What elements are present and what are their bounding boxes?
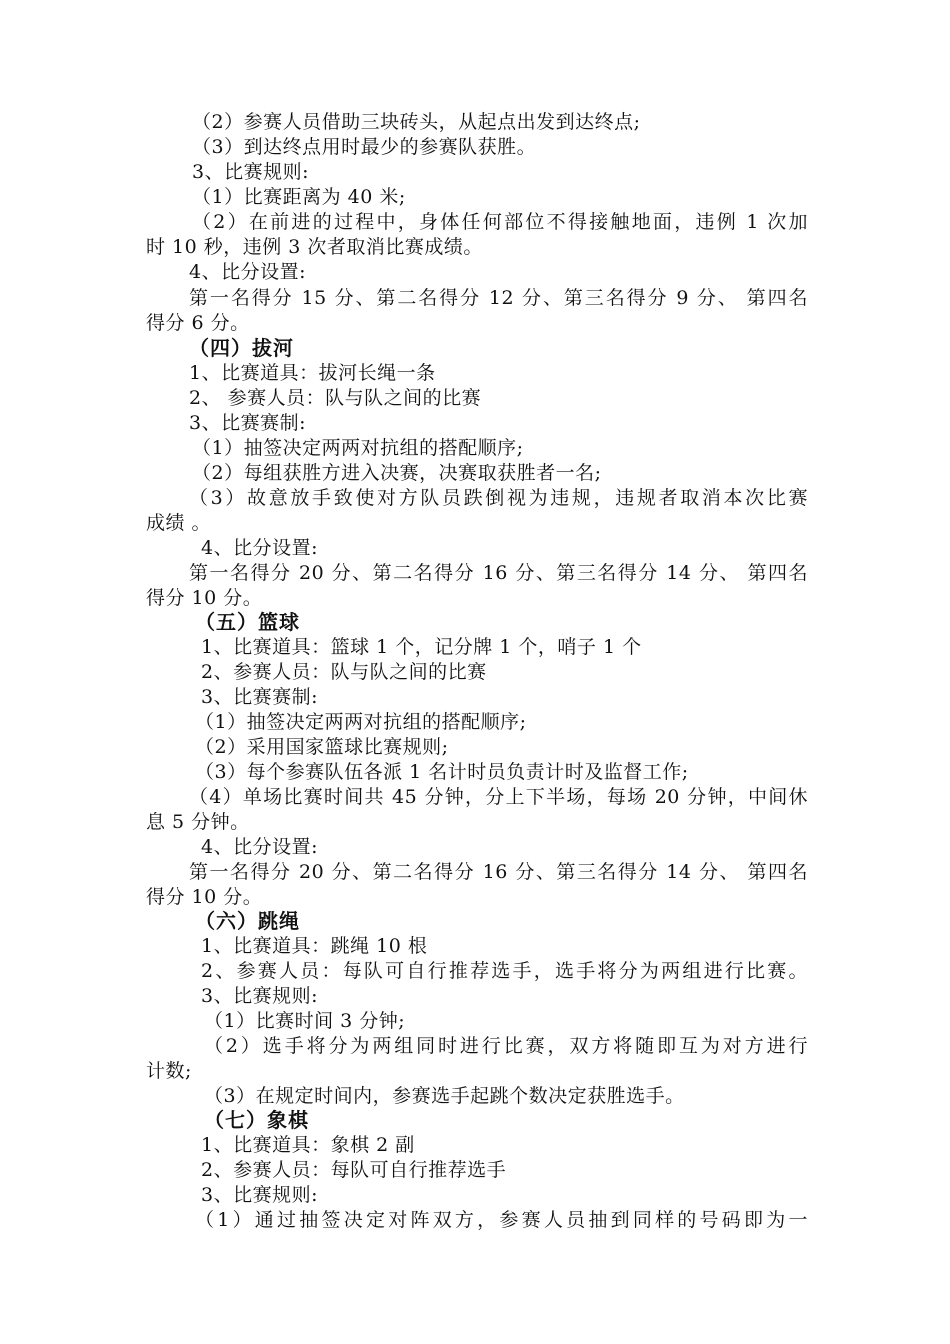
text-line: （1）通过抽签决定对阵双方，参赛人员抽到同样的号码即为一 (195, 1209, 808, 1231)
text-line: 成绩 。 (146, 512, 212, 534)
text-line: （3）在规定时间内，参赛选手起跳个数决定获胜选手。 (204, 1085, 685, 1107)
text-line: （3）到达终点用时最少的参赛队获胜。 (192, 136, 537, 158)
text-line: 第一名得分 20 分、第二名得分 16 分、第三名得分 14 分、 第四名 (189, 861, 808, 883)
text-line: 3、比赛赛制: (189, 412, 306, 434)
text-line: （3）故意放手致使对方队员跌倒视为违规，违规者取消本次比赛 (189, 487, 808, 509)
text-line: 第一名得分 20 分、第二名得分 16 分、第三名得分 14 分、 第四名 (189, 562, 808, 584)
text-line: 1、比赛道具：象棋 2 副 (201, 1134, 415, 1156)
text-line: 2、参赛人员：队与队之间的比赛 (201, 661, 487, 683)
text-line: （2）选手将分为两组同时进行比赛，双方将随即互为对方进行 (204, 1035, 808, 1057)
text-line: （4）单场比赛时间共 45 分钟，分上下半场，每场 20 分钟，中间休 (189, 786, 808, 808)
text-line: （1）比赛时间 3 分钟; (204, 1010, 406, 1032)
text-line: （3）每个参赛队伍各派 1 名计时员负责计时及监督工作; (195, 761, 689, 783)
text-line: 1、比赛道具：拔河长绳一条 (189, 362, 436, 384)
section-heading-jump-rope: （六）跳绳 (195, 909, 300, 933)
section-heading-chess: （七）象棋 (204, 1108, 309, 1132)
text-line: 3、比赛规则: (201, 1184, 318, 1206)
text-line: 2、 参赛人员：队与队之间的比赛 (189, 387, 482, 409)
text-line: 4、比分设置: (201, 537, 318, 559)
text-line: 2、参赛人员：每队可自行推荐选手，选手将分为两组进行比赛。 (201, 960, 808, 982)
text-line: 1、比赛道具：篮球 1 个，记分牌 1 个，哨子 1 个 (201, 636, 642, 658)
text-line: （2）每组获胜方进入决赛，决赛取获胜者一名; (192, 462, 602, 484)
text-line: 第一名得分 15 分、第二名得分 12 分、第三名得分 9 分、 第四名 (189, 287, 808, 309)
text-line: 4、比分设置: (189, 261, 306, 283)
text-line: （2）参赛人员借助三块砖头，从起点出发到达终点; (192, 111, 641, 133)
text-line: （1）抽签决定两两对抗组的搭配顺序; (195, 711, 527, 733)
text-line: （1）抽签决定两两对抗组的搭配顺序; (192, 437, 524, 459)
text-line: 3、比赛规则: (201, 985, 318, 1007)
text-line: 息 5 分钟。 (146, 811, 250, 833)
text-line: 3、比赛规则: (192, 161, 309, 183)
section-heading-basketball: （五）篮球 (195, 610, 300, 634)
text-line: 时 10 秒，违例 3 次者取消比赛成绩。 (146, 236, 483, 258)
text-line: （1）比赛距离为 40 米; (192, 186, 406, 208)
text-line: 得分 10 分。 (146, 587, 263, 609)
text-line: 2、参赛人员：每队可自行推荐选手 (201, 1159, 507, 1181)
text-line: 得分 6 分。 (146, 312, 250, 334)
text-line: 3、比赛赛制: (201, 686, 318, 708)
text-line: 1、比赛道具：跳绳 10 根 (201, 935, 428, 957)
text-line: 得分 10 分。 (146, 886, 263, 908)
text-line: 4、比分设置: (201, 836, 318, 858)
text-line: （2）采用国家篮球比赛规则; (195, 736, 449, 758)
section-heading-tug-of-war: （四）拔河 (189, 336, 294, 360)
text-line: 计数; (146, 1060, 192, 1082)
text-line: （2）在前进的过程中，身体任何部位不得接触地面，违例 1 次加 (192, 211, 808, 233)
